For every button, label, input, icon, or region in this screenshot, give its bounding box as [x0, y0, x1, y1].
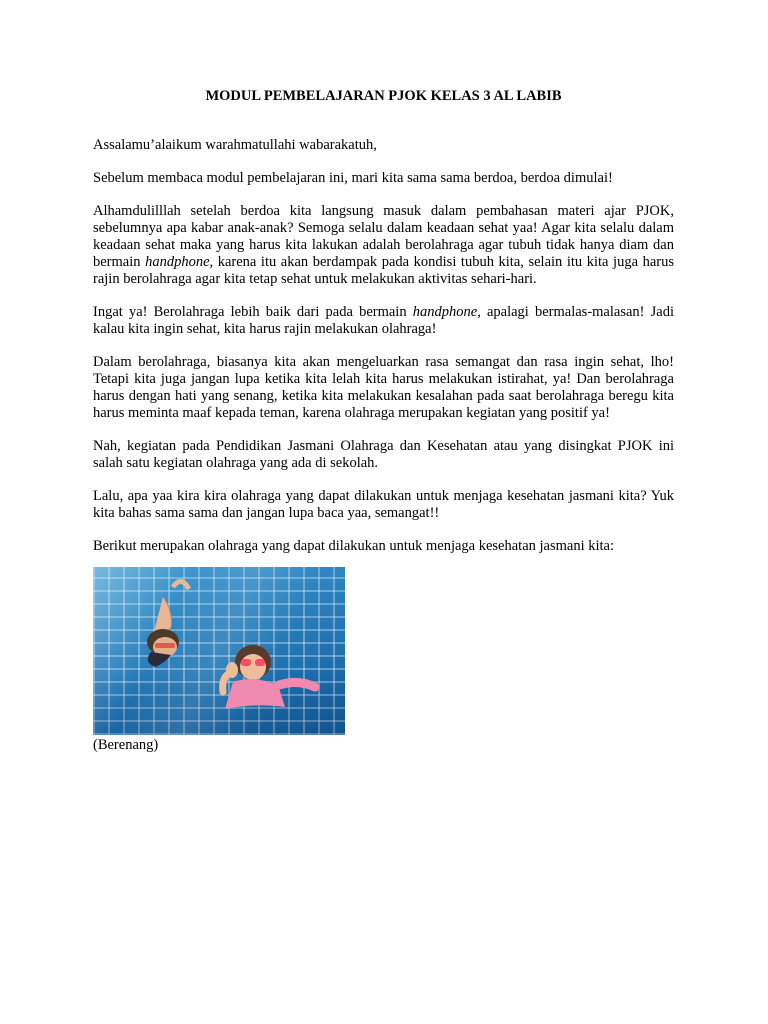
reminder-text-b: , apalagi bermalas-malasan! Jadi kalau kita ingin sehat, kita harus rajin melakukan olahraga! — [93, 304, 674, 337]
pjok-paragraph: Nah, kegiatan pada Pendidikan Jasmani Olahraga dan Kesehatan atau yang disingkat PJOK ini salah satu kegiatan olahraga yang ada di sekolah. — [93, 438, 674, 471]
reminder-text-a: Ingat ya! Berolahraga lebih baik dari pada bermain — [93, 304, 413, 320]
document-body — [93, 88, 674, 754]
reminder-paragraph — [93, 304, 674, 338]
greeting-paragraph: Assalamu’alaikum warahmatullahi wabarakatuh, — [93, 137, 377, 153]
question-paragraph: Lalu, apa yaa kira kira olahraga yang dapat dilakukan untuk menjaga kesehatan jasmani kita? Yuk kita bahas sama sama dan jangan lupa baca yaa, semangat!! — [93, 488, 674, 521]
intro-emphasis: handphone — [145, 254, 210, 270]
spirit-paragraph: Dalam berolahraga, biasanya kita akan mengeluarkan rasa semangat dan rasa ingin sehat, lho! Tetapi kita juga jangan lupa ketika kita lelah kita harus melakukan istirahat, ya! Dan berolahraga harus dengan hati yang senang, ketika kita melakukan kesalahan pada saat berolahraga beregu kita harus meminta maaf kepada teman, karena olahraga merupakan kegiatan yang positif ya! — [93, 354, 674, 421]
boy-swimmer-figure — [147, 581, 189, 667]
list-intro-paragraph: Berikut merupakan olahraga yang dapat dilakukan untuk menjaga kesehatan jasmani kita: — [93, 538, 615, 554]
document-title: MODUL PEMBELAJARAN PJOK KELAS 3 AL LABIB — [205, 88, 562, 104]
intro-text-b: , karena itu akan berdampak pada kondisi tubuh kita, selain itu kita juga harus rajin berolahraga agar kita tetap sehat untuk melakukan aktivitas sehari-hari. — [93, 254, 674, 287]
intro-text-a: Alhamdulilllah setelah berdoa kita langsung masuk dalam pembahasan materi ajar PJOK, sebelumnya apa kabar anak-anak? Semoga selalu dalam keadaan sehat yaa! Agar kita selalu dalam keadaan sehat maka yang harus kita lakukan adalah berolahraga agar tubuh tidak hanya diam dan bermain — [93, 203, 674, 270]
swimming-photo — [93, 567, 345, 735]
girl-swimmer-figure — [223, 645, 315, 709]
prayer-paragraph: Sebelum membaca modul pembelajaran ini, mari kita sama sama berdoa, berdoa dimulai! — [93, 170, 613, 186]
reminder-emphasis: handphone — [412, 304, 478, 320]
photo-caption: (Berenang) — [93, 737, 159, 753]
intro-paragraph — [93, 203, 674, 288]
swimmers-illustration — [93, 567, 345, 735]
